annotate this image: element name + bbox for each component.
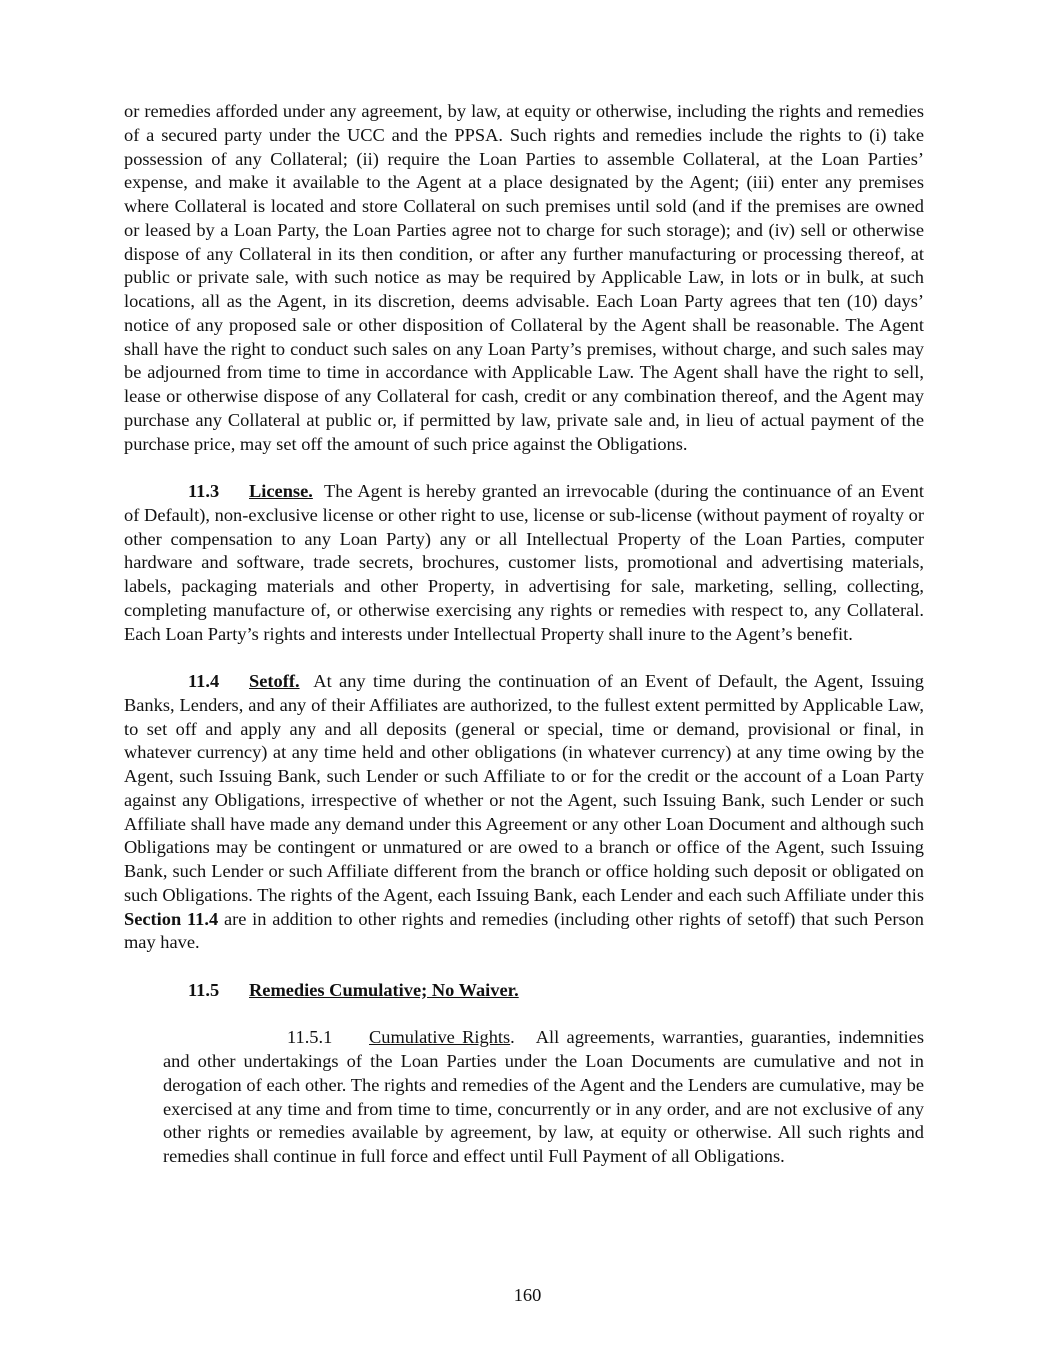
intro-paragraph: or remedies afforded under any agreement, by law, at equity or otherwise, including the rights and remedies of a secured party under the UCC and the PPSA. Such rights and remedies include the rights to (i) take possession of any Collateral; (ii) require the Loan Parties to assemble Collateral, at the Loan Parties’ expense, and make it available to the Agent at a place designated by the Agent; (iii) enter any premises where Collateral is located and store Collateral on such premises until sold (and if the premises are owned or leased by a Loan Party, the Loan Parties agree not to charge for such storage); and (iv) sell or otherwise dispose of any Collateral in its then condition, or after any further manufacturing or processing thereof, at public or private sale, with such notice as may be required by Applicable Law, in lots or in bulk, at such locations, all as the Agent, in its discretion, deems advisable. Each Loan Party agrees that ten (10) days’ notice of any proposed sale or other disposition of Collateral by the Agent shall be reasonable. The Agent shall have the right to conduct such sales on any Loan Party’s premises, without charge, and such sales may be adjourned from time to time in accordance with Applicable Law. The Agent shall have the right to sell, lease or otherwise dispose of any Collateral for cash, credit or any combination thereof, and the Agent may purchase any Collateral at public or, if permitted by law, private sale and, in lieu of actual payment of the purchase price, may set off the amount of such price against the Obligations. bbox=[124, 101, 924, 454]
section-11-4-number: 11.4 bbox=[188, 671, 220, 691]
section-11-3 bbox=[124, 480, 924, 646]
section-11-4-title: Setoff. bbox=[249, 671, 300, 691]
section-11-4 bbox=[124, 670, 924, 955]
section-11-5-1-number: 11.5.1 bbox=[287, 1027, 333, 1048]
page-number: 160 bbox=[513, 1285, 542, 1305]
section-11-5-1-body: All agreements, warranties, guaranties, indemnities and other undertakings of the Loan Parties under the Loan Documents are cumulative and not in derogation of each other. The rights and remedies of the Agent and the Lenders are cumulative, may be exercised at any time and from time to time, concurrently or in any order, and are not exclusive of any other rights or remedies available by agreement, by law, at equity or otherwise. All such rights and remedies shall continue in full force and effect until Full Payment of all Obligations. bbox=[163, 1027, 924, 1166]
document-page bbox=[124, 100, 924, 1169]
section-11-5-1: 11.5.1 Cumulative Rights. All agreements, warranties, guaranties, indemnities and other undertakings of the Loan Parties under the Loan Documents are cumulative and not in derogation of each other. The rights and remedies of the Agent and the Lenders are cumulative, may be exercised at any time and from time to time, concurrently or in any order, and are not exclusive of any other rights or remedies available by agreement, by law, at equity or otherwise. All such rights and remedies shall continue in full force and effect until Full Payment of all Obligations. bbox=[163, 1027, 924, 1166]
section-11-4-cross-reference: Section 11.4 bbox=[124, 908, 219, 929]
section-11-5-1-title: Cumulative Rights bbox=[369, 1027, 511, 1048]
section-11-4-body-start: At any time during the continuation of an Event of Default, the Agent, Issuing Banks, Lenders, and any of their Affiliates are authorized, to the fullest extent permitted by Applicable Law, to set off and apply any and all deposits (general or special, time or demand, provisional or final, in whatever currency) at any time held and other obligations (in whatever currency) at any time owing by the Agent, such Issuing Bank, such Lender or such Affiliate to or for the credit or the account of a Loan Party against any Obligations, irrespective of whether or not the Agent, such Issuing Bank, such Lender or such Affiliate shall have made any demand under this Agreement or any other Loan Document and although such Obligations may be contingent or unmatured or are owed to a branch or office of the Agent, such Issuing Bank, such Lender or such Affiliate different from the branch or office holding such deposit or obligated on such Obligations. The rights of the Agent, each Issuing Bank, each Lender and each such Affiliate under this bbox=[124, 671, 924, 905]
section-11-5-heading bbox=[124, 979, 924, 1003]
section-11-3-body: The Agent is hereby granted an irrevocable (during the continuance of an Event of Default), non-exclusive license or other right to use, license or sub-license (without payment of royalty or other compensation to any Loan Party) any or all Intellectual Property of the Loan Parties, computer hardware and software, trade secrets, brochures, customer lists, promotional and advertising materials, labels, packaging materials and other Property, in advertising for sale, marketing, selling, collecting, completing manufacture of, or otherwise exercising any rights or remedies with respect to, any Collateral. Each Loan Party’s rights and interests under Intellectual Property shall inure to the Agent’s benefit. bbox=[124, 481, 924, 644]
section-11-3-number: 11.3 bbox=[188, 481, 220, 501]
section-11-4-body-end: are in addition to other rights and remedies (including other rights of setoff) that such Person may have. bbox=[124, 908, 924, 953]
section-11-3-title: License. bbox=[249, 481, 313, 501]
section-11-5-title: Remedies Cumulative; No Waiver. bbox=[249, 979, 519, 1000]
section-11-5-number: 11.5 bbox=[188, 979, 220, 1000]
